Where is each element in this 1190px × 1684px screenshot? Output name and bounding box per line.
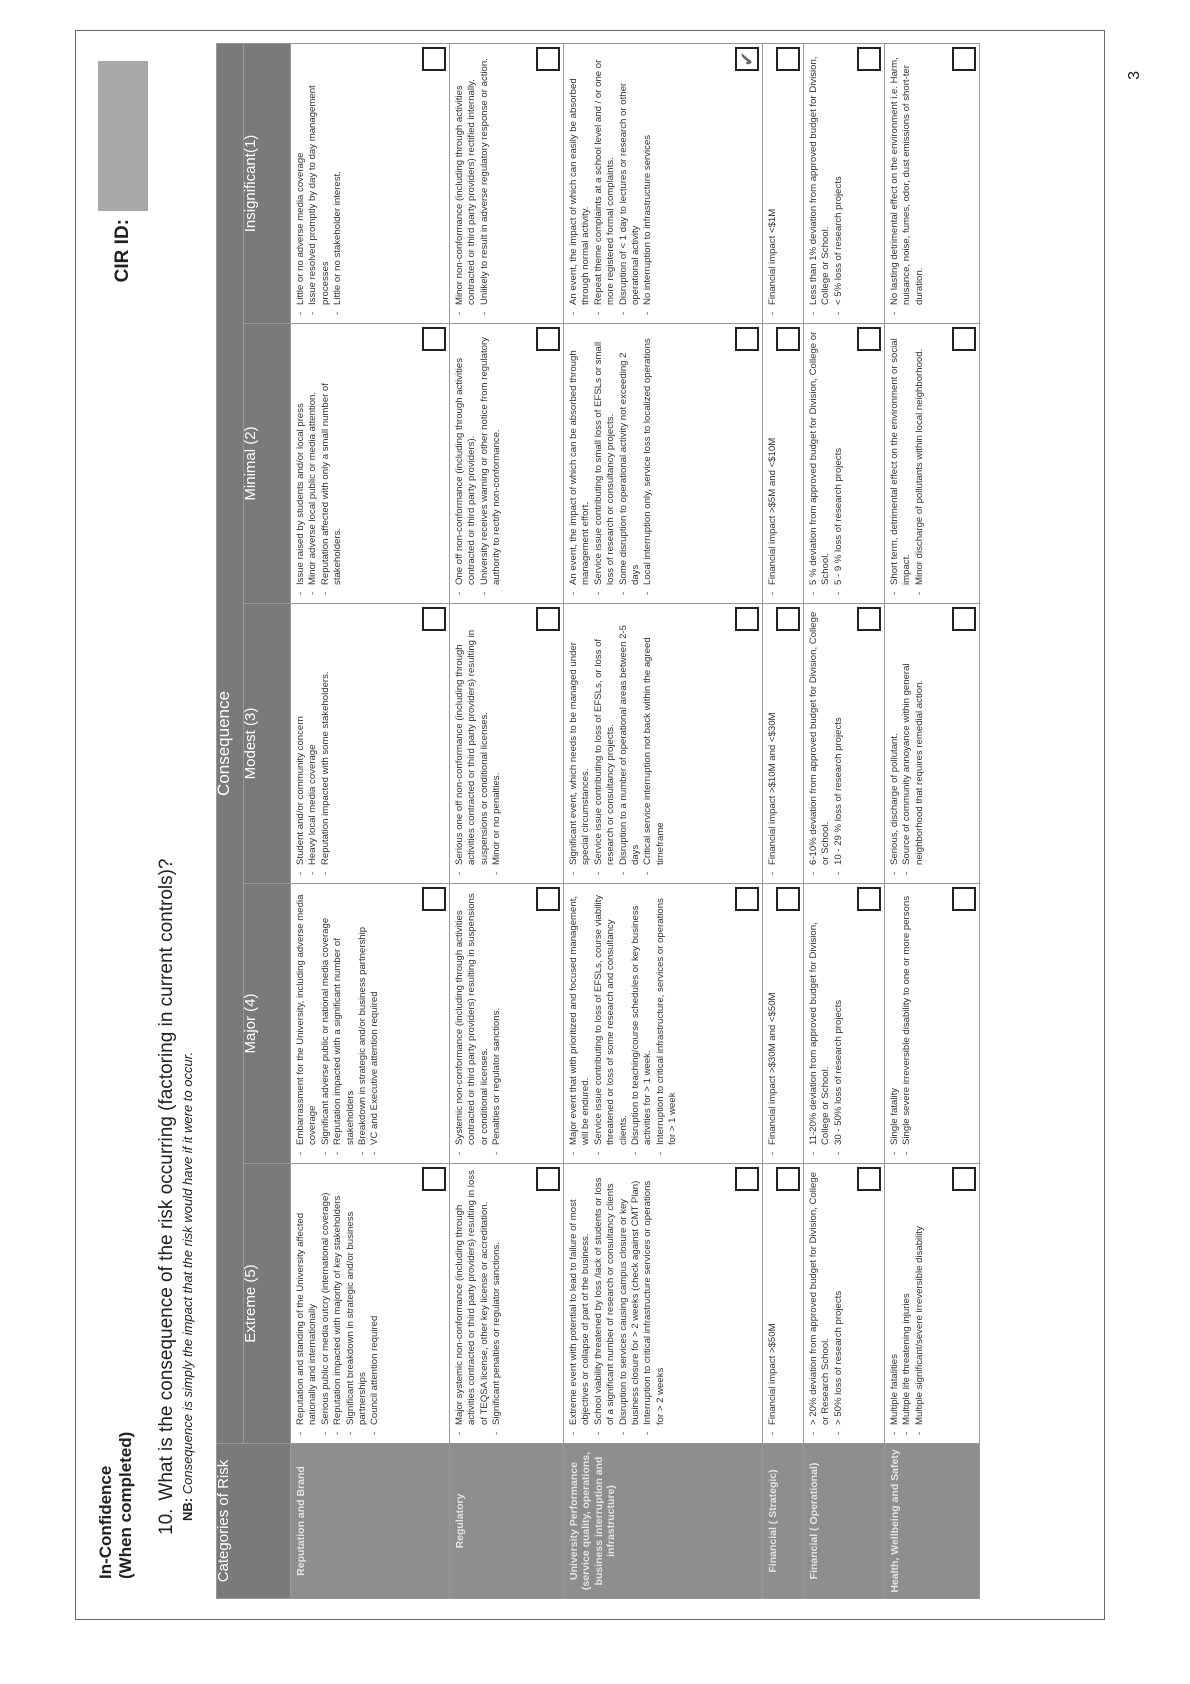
question — [156, 859, 178, 1536]
consequence-cell — [763, 604, 804, 884]
criteria-list — [767, 50, 779, 317]
rating-checkbox[interactable] — [735, 607, 759, 631]
criteria-list — [295, 50, 345, 317]
criteria-list — [295, 330, 345, 597]
page-number: 3 — [1126, 71, 1143, 80]
criteria-item: - Extreme event with potential to lead to failure of most objectives or collapse of part of the business. — [568, 1170, 593, 1427]
criteria-item: - Student and/or community concern — [295, 610, 307, 867]
risk-category: Health, Wellbeing and Safety — [885, 1444, 980, 1599]
criteria-item: - Major event that with prioritized and focused management, will be endured. — [568, 890, 593, 1147]
rating-checkbox[interactable] — [735, 47, 759, 71]
rating-checkbox[interactable] — [952, 1167, 976, 1191]
rating-checkbox[interactable] — [422, 607, 446, 631]
criteria-item: - Embarrassment for the University, including adverse media coverage — [295, 890, 320, 1147]
criteria-item: - Multiple life threatening injuries — [901, 1170, 913, 1427]
rating-checkbox[interactable] — [536, 607, 560, 631]
criteria-list — [808, 1170, 845, 1437]
criteria-item: - Reputation impacted with a significant number of stakeholders — [332, 890, 357, 1147]
criteria-item: - 30 - 50% loss of research projects — [833, 890, 845, 1147]
consequence-matrix — [216, 43, 980, 1599]
criteria-item: - Single fatality — [889, 890, 901, 1147]
consequence-cell — [450, 43, 564, 323]
risk-row — [564, 43, 763, 1598]
rating-checkbox[interactable] — [857, 607, 881, 631]
criteria-item: - School viability threatened by loss /lack of students or loss of a significant number of research or consultancy clients — [593, 1170, 618, 1427]
classification-when: (When completed) — [116, 1431, 135, 1579]
criteria-item: - Financial impact >$50M — [767, 1170, 779, 1427]
cir-id-label: CIR ID: — [112, 219, 133, 283]
column-header: Minimal (2) — [244, 324, 291, 604]
risk-category: Reputation and Brand — [291, 1444, 450, 1599]
rating-checkbox[interactable] — [536, 327, 560, 351]
criteria-list — [767, 890, 779, 1157]
rating-checkbox[interactable] — [735, 887, 759, 911]
rating-checkbox[interactable] — [536, 887, 560, 911]
question-number: 10. — [156, 1508, 177, 1535]
rating-checkbox[interactable] — [536, 1167, 560, 1191]
criteria-item: - Critical service interruption not back within the agreed timeframe — [642, 610, 667, 867]
check-mark-icon: ✔ — [736, 51, 757, 67]
risk-row — [450, 43, 564, 1598]
note-label: NB: — [180, 1497, 195, 1521]
criteria-item: - Service issue contributing to loss of EFSLs, course viability threatened or loss of some research and consultancy clients. — [593, 890, 630, 1147]
criteria-item: - An event, the impact of which can easily be absorbed through normal activity. — [568, 50, 593, 307]
risk-category: Financial ( Operational) — [804, 1444, 885, 1599]
criteria-item: - Service issue contributing to small loss of EFSLs or small loss of research or consultancy projects. — [593, 330, 618, 587]
consequence-cell — [804, 43, 885, 323]
criteria-item: - Little or no adverse media coverage — [295, 50, 307, 307]
criteria-item: - < 5% loss of research projects — [833, 50, 845, 307]
risk-row — [763, 43, 804, 1598]
rating-checkbox[interactable] — [776, 887, 800, 911]
criteria-list — [808, 50, 845, 317]
rating-checkbox[interactable] — [857, 887, 881, 911]
criteria-list — [568, 890, 680, 1157]
consequence-heading: Consequence — [217, 43, 244, 1443]
criteria-item: - Little or no stakeholder interest. — [332, 50, 344, 307]
criteria-list — [568, 610, 667, 877]
criteria-list — [767, 330, 779, 597]
risk-category: Regulatory — [450, 1444, 564, 1599]
criteria-item: - Major systemic non-conformance (including through activities contracted or third party providers) resulting in loss of TEQSA license, other key license or accreditation. — [454, 1170, 491, 1427]
consequence-cell — [291, 43, 450, 323]
criteria-list — [568, 1170, 667, 1437]
criteria-item: - Systemic non-conformance (including through activities contracted or third party providers) resulting in suspensions or conditional licenses. — [454, 890, 491, 1147]
question-text: What is the consequence of the risk occurring (factoring in current controls)? — [156, 858, 177, 1501]
criteria-item: - VC and Executive attention required — [369, 890, 381, 1147]
rating-checkbox[interactable] — [857, 1167, 881, 1191]
criteria-item: - Minor non-conformance (including through activities contracted or third party providers) rectified internally. — [454, 50, 479, 307]
cir-id-field — [98, 61, 148, 282]
criteria-list — [454, 1170, 504, 1437]
column-header: Insignificant(1) — [244, 43, 291, 323]
criteria-item: - Issue raised by students and/or local press — [295, 330, 307, 587]
criteria-item: - Minor discharge of pollutants within local neighborhood. — [914, 330, 926, 587]
rating-checkbox[interactable] — [735, 1167, 759, 1191]
criteria-item: - Serious one off non-conformance (including through activities contracted or third party providers) resulting in suspensions or conditional licenses. — [454, 610, 491, 867]
classification-label: In-Confidence — [96, 1465, 115, 1579]
column-header: Major (4) — [244, 884, 291, 1164]
rating-checkbox[interactable] — [952, 887, 976, 911]
criteria-list — [767, 610, 779, 877]
criteria-list — [808, 330, 845, 597]
criteria-list — [454, 50, 491, 317]
criteria-item: - Minor or no penalties. — [491, 610, 503, 867]
criteria-item: - Interruption to critical infrastructure, services or operations for > 1 week — [655, 890, 680, 1147]
consequence-cell — [885, 604, 980, 884]
criteria-item: - One off non-conformance (including through activities contracted or third party providers). — [454, 330, 479, 587]
consequence-cell — [763, 43, 804, 323]
criteria-list — [767, 1170, 779, 1437]
criteria-item: - An event, the impact of which can be absorbed through management effort. — [568, 330, 593, 587]
criteria-item: - > 20% deviation from approved budget for Division, College or Research School. — [808, 1170, 833, 1427]
criteria-item: - Reputation impacted with some stakeholders. — [320, 610, 332, 867]
criteria-list — [808, 890, 845, 1157]
criteria-item: - Reputation affected with only a small number of stakeholders. — [320, 330, 345, 587]
criteria-item: - Significant breakdown in strategic and/or business partnerships — [345, 1170, 370, 1427]
consequence-cell — [804, 884, 885, 1164]
consequence-cell — [885, 884, 980, 1164]
criteria-list — [889, 50, 926, 317]
rating-checkbox[interactable] — [422, 887, 446, 911]
rating-checkbox[interactable] — [422, 327, 446, 351]
criteria-list — [454, 330, 504, 597]
criteria-item: - Serious public or media outcry (international coverage) — [320, 1170, 332, 1427]
column-header: Extreme (5) — [244, 1164, 291, 1444]
consequence-cell — [564, 884, 763, 1164]
consequence-cell — [804, 604, 885, 884]
risk-category: Financial ( Strategic) — [763, 1444, 804, 1599]
criteria-item: - Significant event, which needs to be managed under special circumstances. — [568, 610, 593, 867]
criteria-list — [295, 1170, 382, 1437]
note — [180, 1052, 195, 1521]
criteria-item: - 5 % deviation from approved budget for Division, College or School. — [808, 330, 833, 587]
categories-heading: Categories of Risk — [217, 1444, 291, 1599]
criteria-list — [568, 50, 655, 317]
consequence-cell — [763, 1164, 804, 1444]
consequence-cell — [450, 1164, 564, 1444]
rating-checkbox[interactable] — [952, 327, 976, 351]
criteria-item: - No lasting detrimental effect on the environment i.e. Harm, nuisance, noise, fumes, odor, dust emissions of short-ter duration. — [889, 50, 926, 307]
consequence-cell — [291, 604, 450, 884]
rating-checkbox[interactable] — [776, 327, 800, 351]
rating-checkbox[interactable] — [536, 47, 560, 71]
consequence-cell — [763, 884, 804, 1164]
criteria-list — [889, 610, 926, 877]
criteria-item: - 5 - 9 % loss of research projects — [833, 330, 845, 587]
criteria-item: - Penalties or regulator sanctions. — [491, 890, 503, 1147]
criteria-list — [295, 890, 382, 1157]
criteria-item: - Disruption of < 1 day to lectures or research or other operational activity — [618, 50, 643, 307]
rating-checkbox[interactable] — [776, 1167, 800, 1191]
risk-row — [291, 43, 450, 1598]
consequence-cell — [885, 1164, 980, 1444]
consequence-cell — [450, 604, 564, 884]
criteria-item: - Reputation and standing of the University affected nationally and internationally — [295, 1170, 320, 1427]
rating-checkbox[interactable] — [735, 327, 759, 351]
criteria-list — [889, 890, 914, 1157]
consequence-cell — [564, 324, 763, 604]
consequence-cell — [763, 324, 804, 604]
criteria-item: - Financial impact >$10M and <$30M — [767, 610, 779, 867]
consequence-cell — [450, 884, 564, 1164]
rating-checkbox[interactable] — [776, 607, 800, 631]
criteria-item: - Financial impact >$30M and <$50M — [767, 890, 779, 1147]
risk-category: University Performance (service quality, operations, business interruption and infrastructure) — [564, 1444, 763, 1599]
criteria-item: - Single severe irreversible disability to one or more persons — [901, 890, 913, 1147]
consequence-cell — [564, 43, 763, 323]
column-header: Modest (3) — [244, 604, 291, 884]
criteria-item: - Some disruption to operational activity not exceeding 2 days — [618, 330, 643, 587]
criteria-item: - Less than 1% deviation from approved budget for Division, College or School. — [808, 50, 833, 307]
criteria-item: - Multiple significant/severe irreversible disability — [914, 1170, 926, 1427]
rating-checkbox[interactable] — [422, 47, 446, 71]
criteria-item: - Minor adverse local public or media attention. — [307, 330, 319, 587]
rating-checkbox[interactable] — [422, 1167, 446, 1191]
criteria-item: - Serious, discharge of pollutant. — [889, 610, 901, 867]
criteria-item: - Service issue contributing to loss of EFSLs, or loss of research or consultancy projects. — [593, 610, 618, 867]
consequence-cell — [291, 324, 450, 604]
consequence-cell — [564, 1164, 763, 1444]
risk-row — [885, 43, 980, 1598]
rating-checkbox[interactable] — [952, 47, 976, 71]
criteria-list — [889, 330, 926, 597]
criteria-item: - Breakdown in strategic and/or business partnership — [357, 890, 369, 1147]
criteria-item: - > 50% loss of research projects — [833, 1170, 845, 1427]
criteria-item: - Issue resolved promptly by day to day management processes — [307, 50, 332, 307]
cir-id-input[interactable] — [98, 61, 148, 211]
consequence-cell — [450, 324, 564, 604]
consequence-cell — [885, 43, 980, 323]
consequence-cell — [564, 604, 763, 884]
rating-checkbox[interactable] — [952, 607, 976, 631]
criteria-item: - Interruption to critical infrastructure services or operations for > 2 weeks — [642, 1170, 667, 1427]
criteria-item: - Repeat theme complaints at a school level and / or one or more registered formal complaints. — [593, 50, 618, 307]
consequence-cell — [291, 884, 450, 1164]
criteria-item: - No interruption to infrastructure services — [642, 50, 654, 307]
criteria-item: - Significant penalties or regulator sanctions. — [491, 1170, 503, 1427]
criteria-item: - Multiple fatalities — [889, 1170, 901, 1427]
criteria-list — [454, 610, 504, 877]
risk-row — [804, 43, 885, 1598]
criteria-item: - Heavy local media coverage — [307, 610, 319, 867]
criteria-item: - Reputation impacted with majority of key stakeholders — [332, 1170, 344, 1427]
criteria-item: - 11-20% deviation from approved budget for Division, College or School. — [808, 890, 833, 1147]
criteria-item: - Unlikely to result in adverse regulatory response or action. — [479, 50, 491, 307]
criteria-item: - Financial impact >$5M and <$10M — [767, 330, 779, 587]
criteria-item: - Source of community annoyance within general neighborhood that requires remedial action. — [901, 610, 926, 867]
consequence-cell — [804, 1164, 885, 1444]
classification-header — [96, 1432, 136, 1579]
criteria-item: - Short term, detrimental effect on the environment or social impact. — [889, 330, 914, 587]
consequence-cell — [804, 324, 885, 604]
rating-checkbox[interactable] — [857, 327, 881, 351]
criteria-list — [808, 610, 845, 877]
criteria-list — [295, 610, 332, 877]
criteria-item: - Disruption to a number of operational areas between 2-5 days — [618, 610, 643, 867]
criteria-item: - Financial impact <$1M — [767, 50, 779, 307]
criteria-item: - University receives warning or other notice from regulatory authority to rectify non-conformance. — [479, 330, 504, 587]
criteria-list — [568, 330, 655, 597]
criteria-list — [454, 890, 504, 1157]
criteria-item: - Council attention required — [369, 1170, 381, 1427]
criteria-item: - Disruption to services causing campus closure or key business closure for > 2 weeks (check against CMT Plan) — [618, 1170, 643, 1427]
criteria-list — [889, 1170, 926, 1437]
criteria-item: - Local interruption only, service loss to localized operations — [642, 330, 654, 587]
consequence-cell — [885, 324, 980, 604]
rating-checkbox[interactable] — [776, 47, 800, 71]
note-text: Consequence is simply the impact that the risk would have if it were to occur. — [180, 1051, 195, 1495]
criteria-item: - Significant adverse public or national media coverage — [320, 890, 332, 1147]
rating-checkbox[interactable] — [857, 47, 881, 71]
criteria-item: - 6-10% deviation from approved budget for Division, College or School. — [808, 610, 833, 867]
consequence-cell — [291, 1164, 450, 1444]
document-page — [75, 30, 1143, 1620]
criteria-item: - 10 - 29 % loss of research projects — [833, 610, 845, 867]
criteria-item: - Disruption to teaching/course schedules or key business activities for > 1 week. — [630, 890, 655, 1147]
